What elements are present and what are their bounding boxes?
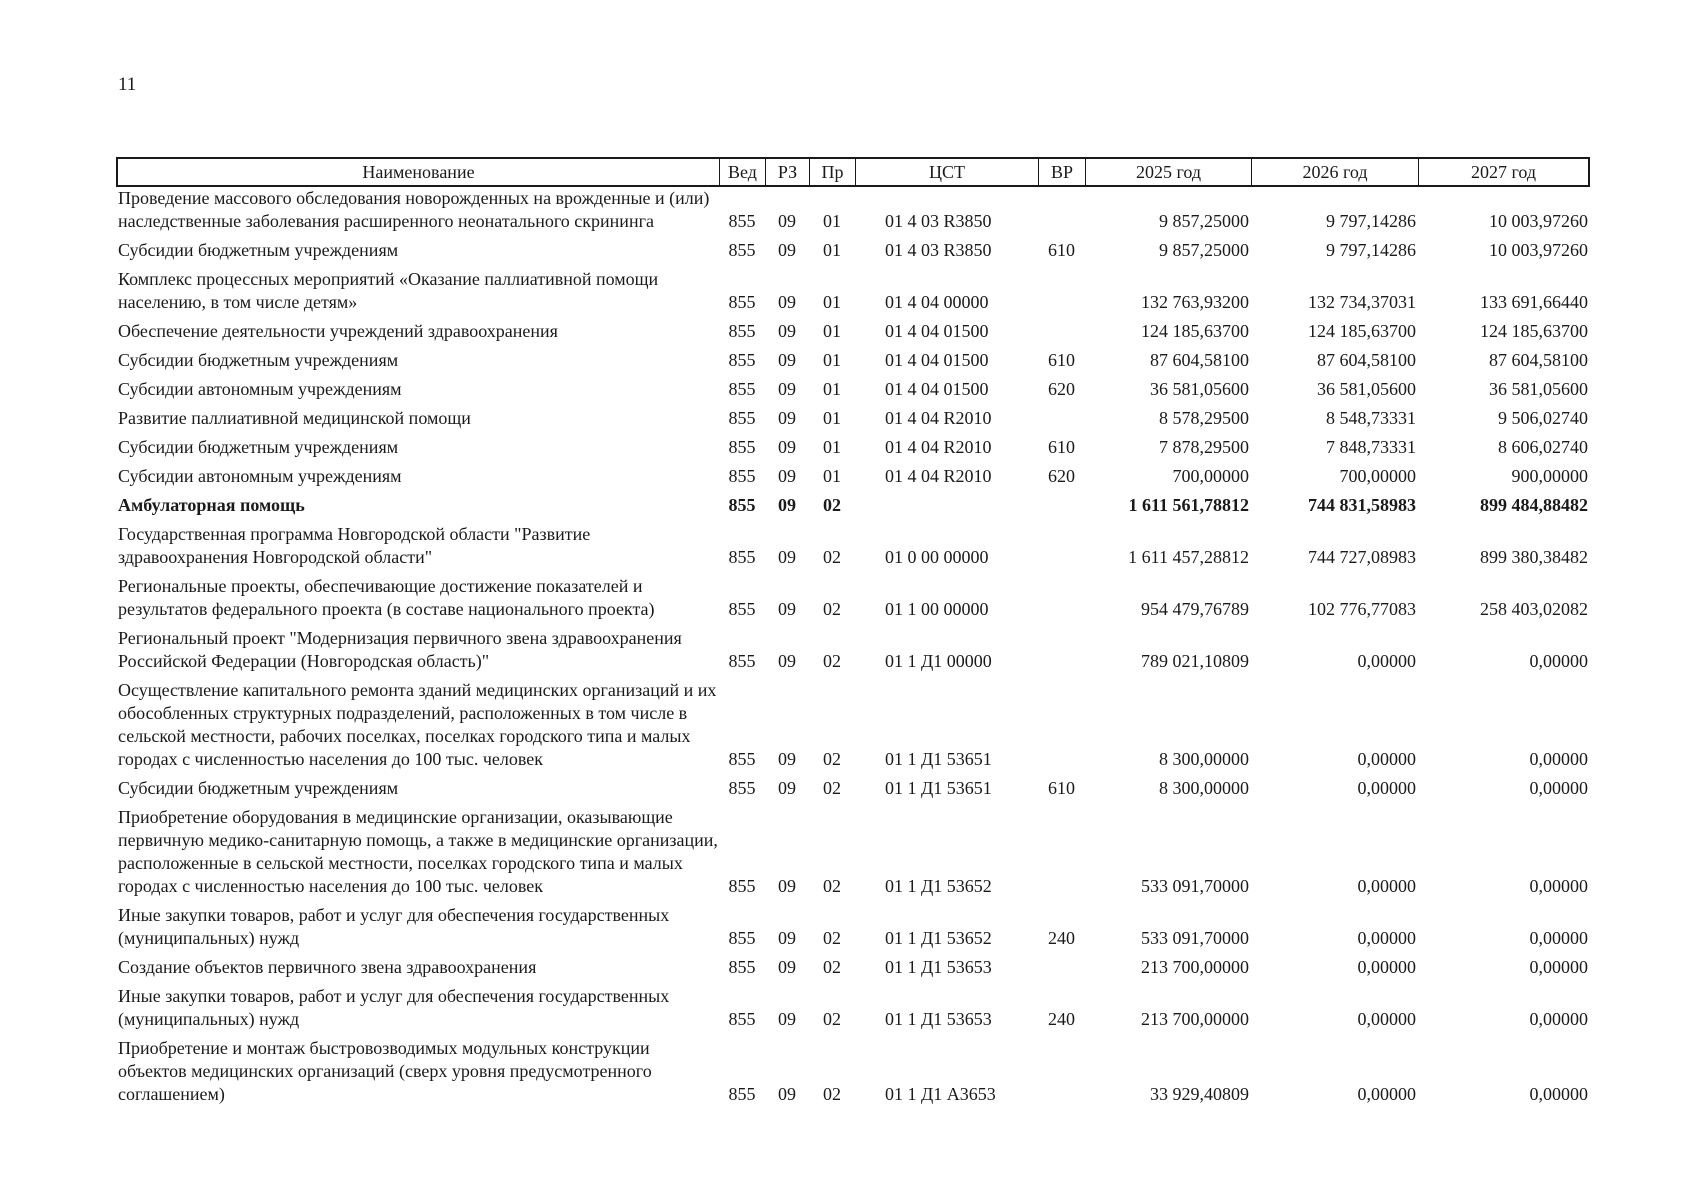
- cell-2025: 132 763,93200: [1141, 292, 1249, 312]
- cell-2027: 8 606,02740: [1498, 437, 1588, 457]
- cell-2025: 1 611 457,28812: [1128, 547, 1249, 567]
- cell-2026: 0,00000: [1357, 957, 1416, 977]
- cell-pr: 02: [823, 1084, 841, 1104]
- cell-pr: 02: [823, 547, 841, 567]
- table-row: [116, 320, 1590, 349]
- cell-name: Субсидии бюджетным учреждениям: [118, 350, 399, 370]
- cell-vr: 610: [1048, 350, 1075, 370]
- cell-pr: 01: [823, 211, 841, 231]
- cell-vr: [1038, 679, 1085, 777]
- cell-rz: 09: [778, 240, 796, 260]
- cell-2026: 744 831,58983: [1308, 495, 1416, 515]
- cell-cst: 01 1 Д1 53651: [885, 778, 992, 798]
- cell-cst: 01 4 04 01500: [885, 379, 989, 399]
- table-row: [116, 627, 1590, 679]
- cell-name: Субсидии автономным учреждениям: [118, 379, 402, 399]
- cell-2025: 8 578,29500: [1159, 408, 1249, 428]
- cell-2026: 0,00000: [1357, 651, 1416, 671]
- cell-ved: 855: [728, 408, 756, 428]
- cell-name: Региональные проекты, обеспечивающие достижение показателей и результатов федерального проекта (в составе национального проекта): [118, 576, 655, 619]
- cell-name: Развитие паллиативной медицинской помощи: [118, 408, 471, 428]
- cell-name: Обеспечение деятельности учреждений здравоохранения: [118, 321, 558, 341]
- cell-pr: 02: [823, 599, 841, 619]
- cell-ved: 855: [728, 321, 756, 341]
- cell-pr: 02: [823, 876, 841, 896]
- table-row: [116, 378, 1590, 407]
- cell-cst: 01 4 04 01500: [885, 350, 989, 370]
- cell-vr: 610: [1048, 778, 1075, 798]
- cell-rz: 09: [778, 350, 796, 370]
- header-2027: 2027 год: [1418, 157, 1590, 187]
- cell-vr: [1038, 627, 1085, 679]
- cell-name: Субсидии автономным учреждениям: [118, 466, 402, 486]
- cell-vr: [1038, 320, 1085, 349]
- cell-pr: 02: [823, 1009, 841, 1029]
- cell-2025: 9 857,25000: [1159, 211, 1249, 231]
- cell-pr: 01: [823, 321, 841, 341]
- cell-vr: 620: [1048, 466, 1075, 486]
- header-pr: Пр: [809, 157, 855, 187]
- cell-rz: 09: [778, 408, 796, 428]
- cell-2026: 700,00000: [1339, 466, 1416, 486]
- cell-cst: 01 1 Д1 53653: [885, 1009, 992, 1029]
- header-2025: 2025 год: [1085, 157, 1251, 187]
- cell-cst: 01 4 04 00000: [885, 292, 989, 312]
- cell-ved: 855: [728, 928, 756, 948]
- cell-2026: 7 848,73331: [1326, 437, 1416, 457]
- cell-vr: 240: [1048, 928, 1075, 948]
- cell-rz: 09: [778, 778, 796, 798]
- table-header: [116, 157, 1590, 187]
- cell-rz: 09: [778, 599, 796, 619]
- header-2026: 2026 год: [1251, 157, 1418, 187]
- cell-rz: 09: [778, 379, 796, 399]
- cell-rz: 09: [778, 292, 796, 312]
- cell-2027: 124 185,63700: [1480, 321, 1588, 341]
- cell-2027: 0,00000: [1529, 1009, 1588, 1029]
- cell-2027: 36 581,05600: [1489, 379, 1588, 399]
- cell-2025: 700,00000: [1172, 466, 1249, 486]
- cell-2025: 8 300,00000: [1159, 749, 1249, 769]
- cell-name: Приобретение и монтаж быстровозводимых модульных конструкции объектов медицинских организаций (сверх уровня предусмотренного соглашением): [118, 1038, 652, 1104]
- cell-pr: 02: [823, 778, 841, 798]
- table-row: [116, 494, 1590, 523]
- table-row: [116, 1037, 1590, 1112]
- cell-vr: [1038, 523, 1085, 575]
- cell-2027: 0,00000: [1529, 651, 1588, 671]
- cell-2027: 258 403,02082: [1480, 599, 1588, 619]
- cell-cst: 01 1 Д1 53651: [885, 749, 992, 769]
- cell-2026: 102 776,77083: [1308, 599, 1416, 619]
- cell-ved: 855: [728, 749, 756, 769]
- cell-2025: 213 700,00000: [1141, 957, 1249, 977]
- cell-name: Комплекс процессных мероприятий «Оказание паллиативной помощи населению, в том числе детям»: [118, 269, 659, 312]
- cell-2026: 132 734,37031: [1308, 292, 1416, 312]
- table-row: [116, 806, 1590, 904]
- header-cst: ЦСТ: [855, 157, 1038, 187]
- table-body: [116, 187, 1590, 1112]
- cell-2027: 0,00000: [1529, 749, 1588, 769]
- cell-cst: 01 1 Д1 53653: [885, 957, 992, 977]
- cell-rz: 09: [778, 547, 796, 567]
- cell-vr: [1038, 268, 1085, 320]
- cell-pr: 01: [823, 240, 841, 260]
- budget-table: [116, 157, 1590, 1112]
- cell-2025: 954 479,76789: [1141, 599, 1249, 619]
- cell-cst: 01 4 03 R3850: [885, 240, 992, 260]
- cell-name: Субсидии бюджетным учреждениям: [118, 240, 399, 260]
- cell-rz: 09: [778, 1084, 796, 1104]
- cell-2026: 0,00000: [1357, 928, 1416, 948]
- cell-ved: 855: [728, 292, 756, 312]
- table-row: [116, 679, 1590, 777]
- cell-2027: 899 380,38482: [1480, 547, 1588, 567]
- cell-pr: 01: [823, 437, 841, 457]
- cell-rz: 09: [778, 1009, 796, 1029]
- cell-name: Иные закупки товаров, работ и услуг для обеспечения государственных (муниципальных) нужд: [118, 905, 670, 948]
- cell-2025: 124 185,63700: [1141, 321, 1249, 341]
- header-vr: ВР: [1038, 157, 1085, 187]
- cell-vr: 240: [1048, 1009, 1075, 1029]
- cell-pr: 02: [823, 928, 841, 948]
- cell-ved: 855: [728, 876, 756, 896]
- cell-cst: 01 0 00 00000: [885, 547, 989, 567]
- cell-pr: 02: [823, 749, 841, 769]
- cell-ved: 855: [728, 350, 756, 370]
- cell-name: Региональный проект "Модернизация первичного звена здравоохранения Российской Федерации (Новгородская область)": [118, 628, 682, 671]
- cell-cst: [855, 494, 1038, 523]
- header-row: [116, 157, 1590, 187]
- cell-2026: 744 727,08983: [1308, 547, 1416, 567]
- cell-ved: 855: [728, 599, 756, 619]
- cell-ved: 855: [728, 240, 756, 260]
- cell-pr: 01: [823, 292, 841, 312]
- cell-ved: 855: [728, 211, 756, 231]
- cell-2025: 36 581,05600: [1150, 379, 1249, 399]
- table-row: [116, 407, 1590, 436]
- table-row: [116, 904, 1590, 956]
- cell-2025: 533 091,70000: [1141, 928, 1249, 948]
- cell-pr: 01: [823, 350, 841, 370]
- cell-pr: 01: [823, 379, 841, 399]
- table-row: [116, 239, 1590, 268]
- cell-ved: 855: [728, 379, 756, 399]
- cell-pr: 02: [823, 651, 841, 671]
- cell-name: Государственная программа Новгородской области "Развитие здравоохранения Новгородской области": [118, 524, 591, 567]
- cell-2025: 1 611 561,78812: [1128, 495, 1249, 515]
- cell-vr: [1038, 806, 1085, 904]
- cell-cst: 01 4 03 R3850: [885, 211, 992, 231]
- table-row: [116, 777, 1590, 806]
- cell-name: Осуществление капитального ремонта зданий медицинских организаций и их обособленных структурных подразделений, расположенных в том числе в сельской местности, рабочих поселках, поселках городского типа и малых городах с численностью населения до 100 тыс. человек: [118, 680, 717, 769]
- cell-2025: 213 700,00000: [1141, 1009, 1249, 1029]
- cell-pr: 02: [823, 957, 841, 977]
- cell-ved: 855: [728, 957, 756, 977]
- cell-2026: 9 797,14286: [1326, 240, 1416, 260]
- cell-vr: [1038, 575, 1085, 627]
- cell-cst: 01 1 Д1 53652: [885, 876, 992, 896]
- cell-ved: 855: [728, 547, 756, 567]
- cell-pr: 01: [823, 408, 841, 428]
- cell-2025: 7 878,29500: [1159, 437, 1249, 457]
- cell-vr: 610: [1048, 437, 1075, 457]
- cell-2025: 9 857,25000: [1159, 240, 1249, 260]
- cell-2026: 124 185,63700: [1308, 321, 1416, 341]
- cell-cst: 01 1 Д1 A3653: [885, 1084, 996, 1104]
- cell-vr: [1038, 187, 1085, 239]
- page-number: 11: [118, 74, 137, 95]
- cell-2026: 87 604,58100: [1317, 350, 1416, 370]
- cell-ved: 855: [728, 495, 756, 515]
- cell-name: Создание объектов первичного звена здравоохранения: [118, 957, 537, 977]
- cell-ved: 855: [728, 466, 756, 486]
- header-ved: Вед: [719, 157, 765, 187]
- cell-rz: 09: [778, 466, 796, 486]
- cell-vr: [1038, 407, 1085, 436]
- cell-ved: 855: [728, 437, 756, 457]
- cell-2026: 8 548,73331: [1326, 408, 1416, 428]
- cell-rz: 09: [778, 321, 796, 341]
- cell-2025: 8 300,00000: [1159, 778, 1249, 798]
- cell-cst: 01 1 00 00000: [885, 599, 989, 619]
- cell-ved: 855: [728, 1084, 756, 1104]
- cell-vr: [1038, 956, 1085, 985]
- cell-cst: 01 1 Д1 53652: [885, 928, 992, 948]
- cell-name: Субсидии бюджетным учреждениям: [118, 437, 399, 457]
- cell-cst: 01 1 Д1 00000: [885, 651, 992, 671]
- cell-pr: 01: [823, 466, 841, 486]
- cell-2026: 0,00000: [1357, 749, 1416, 769]
- cell-2027: 0,00000: [1529, 876, 1588, 896]
- cell-cst: 01 4 04 R2010: [885, 408, 992, 428]
- table-row: [116, 575, 1590, 627]
- cell-2027: 87 604,58100: [1489, 350, 1588, 370]
- header-rz: РЗ: [765, 157, 809, 187]
- cell-ved: 855: [728, 651, 756, 671]
- cell-2026: 0,00000: [1357, 876, 1416, 896]
- cell-rz: 09: [778, 437, 796, 457]
- cell-cst: 01 4 04 R2010: [885, 466, 992, 486]
- cell-ved: 855: [728, 1009, 756, 1029]
- table-row: [116, 523, 1590, 575]
- table-row: [116, 187, 1590, 239]
- cell-cst: 01 4 04 01500: [885, 321, 989, 341]
- table-row: [116, 268, 1590, 320]
- cell-rz: 09: [778, 211, 796, 231]
- cell-pr: 02: [823, 495, 841, 515]
- cell-name: Приобретение оборудования в медицинские организации, оказывающие первичную медико-санитарную помощь, а также в медицинские организации, расположенные в сельской местности, поселках городского типа и малых городах с численностью населения до 100 тыс. человек: [118, 807, 718, 896]
- cell-2025: 87 604,58100: [1150, 350, 1249, 370]
- header-name: Наименование: [116, 157, 719, 187]
- cell-2027: 9 506,02740: [1498, 408, 1588, 428]
- cell-name: Амбулаторная помощь: [118, 495, 305, 515]
- cell-rz: 09: [778, 651, 796, 671]
- cell-2027: 133 691,66440: [1480, 292, 1588, 312]
- cell-ved: 855: [728, 778, 756, 798]
- cell-2027: 0,00000: [1529, 778, 1588, 798]
- cell-2027: 0,00000: [1529, 1084, 1588, 1104]
- cell-2026: 9 797,14286: [1326, 211, 1416, 231]
- budget-table-container: [116, 157, 1590, 1112]
- cell-rz: 09: [778, 749, 796, 769]
- cell-2027: 10 003,97260: [1489, 211, 1588, 231]
- cell-name: Субсидии бюджетным учреждениям: [118, 778, 399, 798]
- cell-2025: 533 091,70000: [1141, 876, 1249, 896]
- table-row: [116, 465, 1590, 494]
- table-row: [116, 985, 1590, 1037]
- cell-vr: [1038, 1037, 1085, 1112]
- cell-2026: 0,00000: [1357, 1009, 1416, 1029]
- cell-2025: 33 929,40809: [1150, 1084, 1249, 1104]
- cell-rz: 09: [778, 928, 796, 948]
- cell-2027: 10 003,97260: [1489, 240, 1588, 260]
- table-row: [116, 349, 1590, 378]
- table-row: [116, 956, 1590, 985]
- cell-vr: 610: [1048, 240, 1075, 260]
- cell-rz: 09: [778, 957, 796, 977]
- cell-name: Иные закупки товаров, работ и услуг для обеспечения государственных (муниципальных) нужд: [118, 986, 670, 1029]
- cell-2025: 789 021,10809: [1141, 651, 1249, 671]
- cell-2027: 900,00000: [1511, 466, 1588, 486]
- cell-2027: 899 484,88482: [1480, 495, 1588, 515]
- cell-2026: 0,00000: [1357, 1084, 1416, 1104]
- cell-cst: 01 4 04 R2010: [885, 437, 992, 457]
- table-row: [116, 436, 1590, 465]
- cell-2027: 0,00000: [1529, 928, 1588, 948]
- cell-2026: 0,00000: [1357, 778, 1416, 798]
- cell-rz: 09: [778, 876, 796, 896]
- cell-name: Проведение массового обследования новорожденных на врожденные и (или) наследственные заболевания расширенного неонатального скрининга: [118, 188, 710, 231]
- cell-2027: 0,00000: [1529, 957, 1588, 977]
- cell-vr: [1038, 494, 1085, 523]
- cell-2026: 36 581,05600: [1317, 379, 1416, 399]
- cell-vr: 620: [1048, 379, 1075, 399]
- cell-rz: 09: [778, 495, 796, 515]
